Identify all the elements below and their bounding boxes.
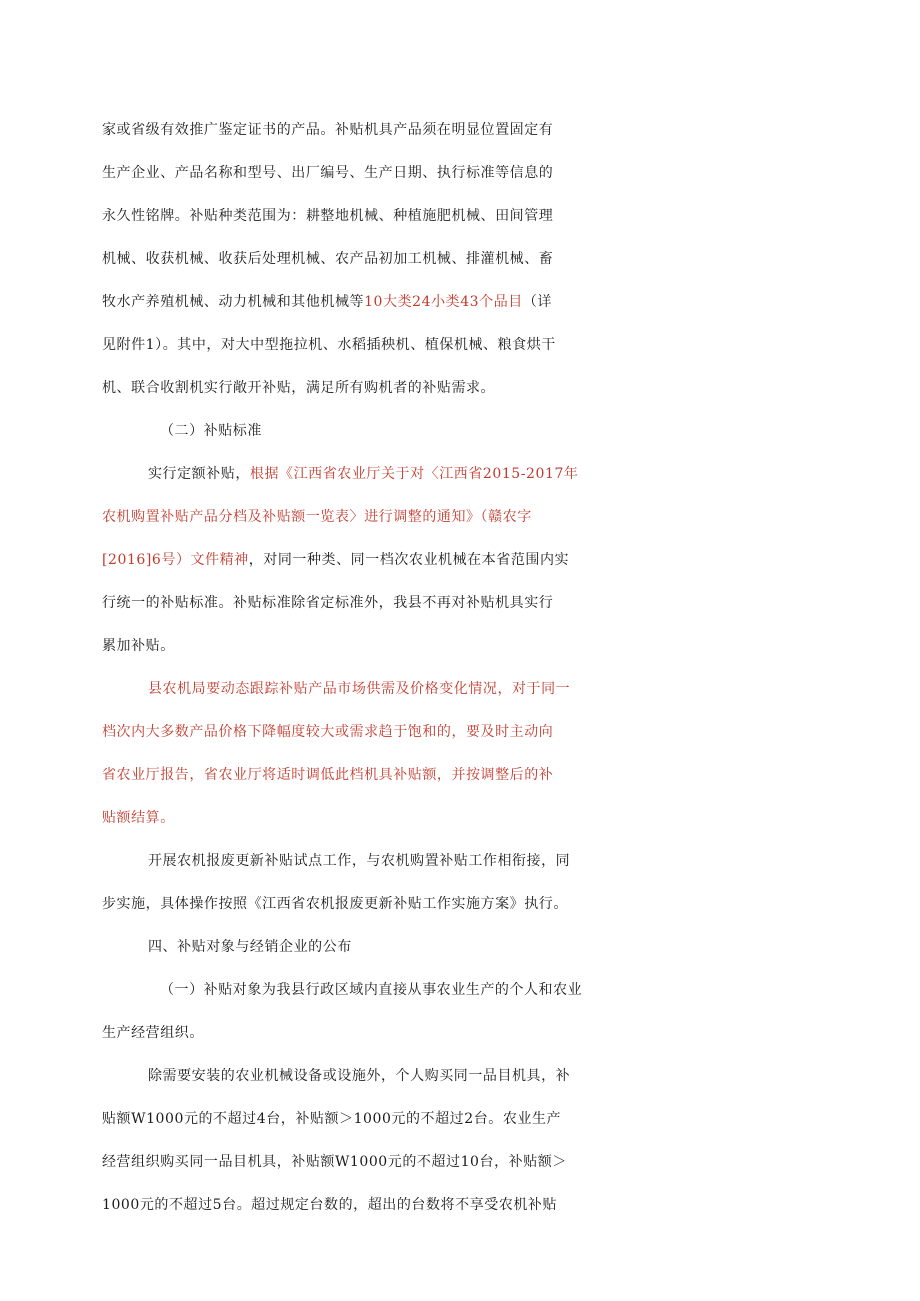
body-line: 见附件1）。其中，对大中型拖拉机、水稻插秧机、植保机械、粮食烘干 xyxy=(102,337,556,353)
highlighted-line: 档次内大多数产品价格下降幅度较大或需求趋于饱和的，要及时主动向 xyxy=(102,724,554,740)
body-line: 经营组织购买同一品目机具，补贴额W1000元的不超过10台，补贴额＞ xyxy=(102,1154,567,1170)
body-line: 1000元的不超过5台。超过规定台数的，超出的台数将不享受农机补贴 xyxy=(102,1197,558,1213)
section-heading: 四、补贴对象与经销企业的公布 xyxy=(148,939,352,955)
body-line: 除需要安装的农业机械设备或设施外，个人购买同一品目机具，补 xyxy=(148,1068,571,1084)
body-line: 机、联合收割机实行敞开补贴，满足所有购机者的补贴需求。 xyxy=(102,380,496,396)
highlighted-text: 根据《江西省农业厅关于对〈江西省2015-2017年 xyxy=(249,466,579,482)
body-line: [2016]6号）文件精神，对同一种类、同一档次农业机械在本省范围内实 xyxy=(102,552,570,568)
highlighted-line: 县农机局要动态跟踪补贴产品市场供需及价格变化情况，对于同一 xyxy=(148,681,571,697)
highlighted-line: 贴额结算。 xyxy=(102,810,175,826)
highlighted-line: 省农业厅报告，省农业厅将适时调低此档机具补贴额，并按调整后的补 xyxy=(102,767,554,783)
body-line: 步实施，具体操作按照《江西省农机报废更新补贴工作实施方案》执行。 xyxy=(102,896,568,912)
body-line: 开展农机报废更新补贴试点工作，与农机购置补贴工作相衔接，同 xyxy=(148,853,571,869)
body-line: 生产经营组织。 xyxy=(102,1025,204,1041)
highlighted-text: [2016]6号）文件精神 xyxy=(102,552,249,568)
body-line: 贴额W1000元的不超过4台，补贴额＞1000元的不超过2台。农业生产 xyxy=(102,1111,562,1127)
body-line: 机械、收获机械、收获后处理机械、农产品初加工机械、排灌机械、畜 xyxy=(102,251,554,267)
highlighted-line: 农机购置补贴产品分档及补贴额一览表〉进行调整的通知》（赣农字 xyxy=(102,509,532,525)
body-line: 实行定额补贴，根据《江西省农业厅关于对〈江西省2015-2017年 xyxy=(148,466,579,482)
body-line: 永久性铭牌。补贴种类范围为：耕整地机械、种植施肥机械、田间管理 xyxy=(102,208,554,224)
body-line: 行统一的补贴标准。补贴标准除省定标准外，我县不再对补贴机具实行 xyxy=(102,595,554,611)
body-line: 牧水产养殖机械、动力机械和其他机械等10大类24小类43个品目（详 xyxy=(102,294,552,310)
section-heading: （二）补贴标准 xyxy=(160,423,262,439)
body-line: （一）补贴对象为我县行政区域内直接从事农业生产的个人和农业 xyxy=(160,982,583,998)
highlighted-text: 10大类24小类43个品目 xyxy=(364,294,523,310)
body-line: 家或省级有效推广鉴定证书的产品。补贴机具产品须在明显位置固定有 xyxy=(102,122,554,138)
body-line: 累加补贴。 xyxy=(102,638,175,654)
body-line: 生产企业、产品名称和型号、出厂编号、生产日期、执行标准等信息的 xyxy=(102,165,554,181)
